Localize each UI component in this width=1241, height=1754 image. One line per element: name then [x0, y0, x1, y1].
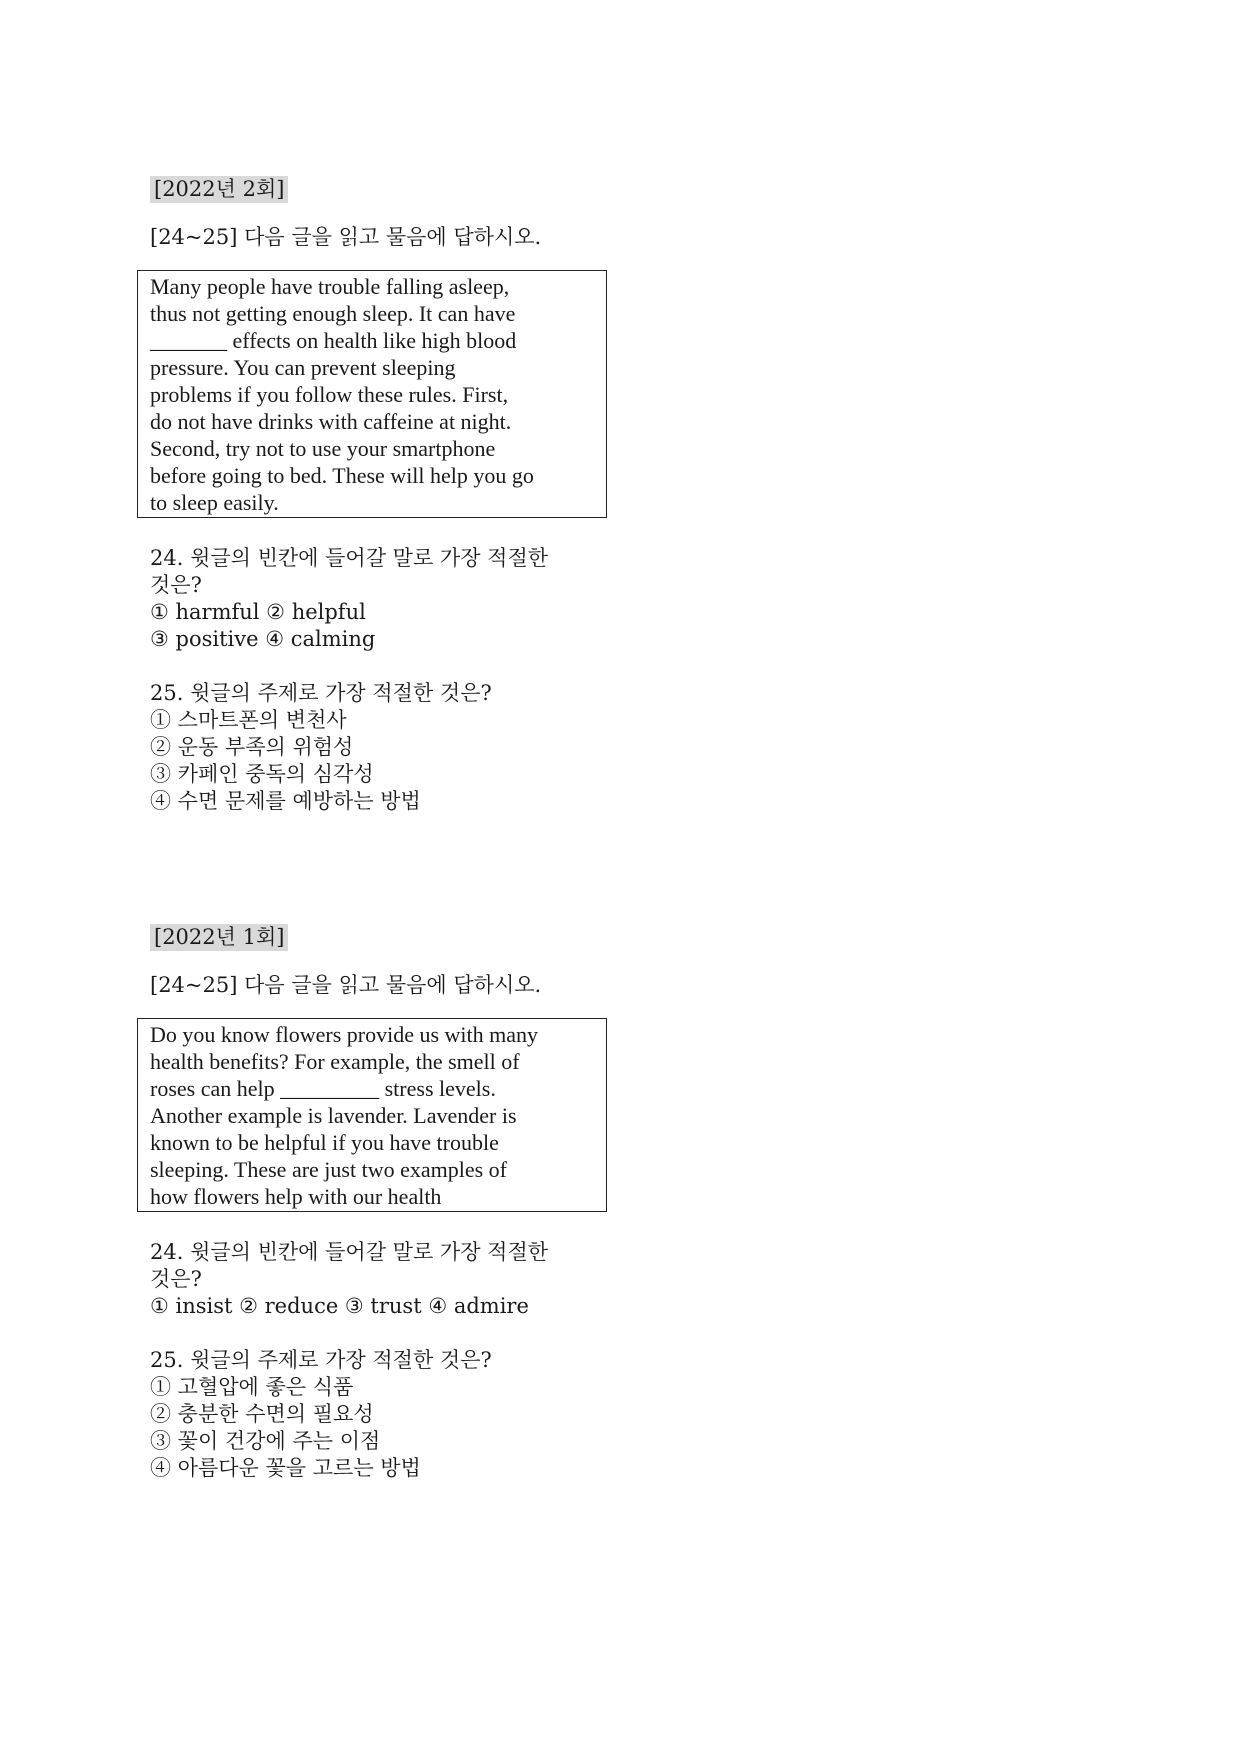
exam-section-2022-2: [150, 176, 620, 815]
exam-round-tag: [2022년 1회]: [150, 924, 288, 951]
passage-line: Second, try not to use your smartphone: [150, 436, 496, 461]
answer-option-3: ③ 카페인 중독의 심각성: [150, 762, 374, 786]
passage-line: problems if you follow these rules. First,: [150, 382, 509, 407]
instruction-text: [24~25] 다음 글을 읽고 물음에 답하시오.: [150, 225, 542, 249]
passage-line: health benefits? For example, the smell of: [150, 1049, 520, 1074]
answer-option-1: ① 고혈압에 좋은 식품: [150, 1375, 354, 1399]
passage-line: thus not getting enough sleep. It can have: [150, 301, 516, 326]
passage-line: sleeping. These are just two examples of: [150, 1157, 507, 1182]
passage-line: do not have drinks with caffeine at night.: [150, 409, 512, 434]
answer-option-4: ④ 아름다운 꽃을 고르는 방법: [150, 1456, 421, 1480]
question-25: [150, 680, 620, 815]
passage-line: Many people have trouble falling asleep,: [150, 274, 510, 299]
question-stem: 것은?: [150, 573, 202, 597]
question-24: [150, 545, 620, 653]
instruction-text: [24~25] 다음 글을 읽고 물음에 답하시오.: [150, 973, 542, 997]
question-stem: 것은?: [150, 1267, 202, 1291]
answer-option-4: ④ 수면 문제를 예방하는 방법: [150, 789, 421, 813]
passage-line: Do you know flowers provide us with many: [150, 1022, 539, 1047]
passage-line: pressure. You can prevent sleeping: [150, 355, 456, 380]
question-stem: 24. 윗글의 빈칸에 들어갈 말로 가장 적절한: [150, 1240, 549, 1264]
passage-line: before going to bed. These will help you go: [150, 463, 534, 488]
answer-option-3: ③ 꽃이 건강에 주는 이점: [150, 1429, 381, 1453]
answer-option-2: ② 운동 부족의 위험성: [150, 735, 354, 759]
question-stem: 25. 윗글의 주제로 가장 적절한 것은?: [150, 681, 492, 705]
passage-line: Another example is lavender. Lavender is: [150, 1103, 517, 1128]
question-25: [150, 1347, 620, 1482]
exam-round-tag: [2022년 2회]: [150, 176, 288, 203]
answer-options: ① insist ② reduce ③ trust ④ admire: [150, 1294, 529, 1318]
exam-section-2022-1: [150, 924, 620, 1482]
answer-options: ① harmful ② helpful: [150, 600, 366, 624]
answer-option-2: ② 충분한 수면의 필요성: [150, 1402, 374, 1426]
passage-line: how flowers help with our health: [150, 1184, 442, 1209]
passage-line: to sleep easily.: [150, 490, 279, 515]
question-stem: 24. 윗글의 빈칸에 들어갈 말로 가장 적절한: [150, 546, 549, 570]
question-stem: 25. 윗글의 주제로 가장 적절한 것은?: [150, 1348, 492, 1372]
reading-passage-box: [137, 1018, 607, 1212]
question-24: [150, 1239, 620, 1320]
reading-passage-box: [137, 270, 607, 518]
passage-line: _______ effects on health like high blood: [150, 328, 517, 353]
passage-line: known to be helpful if you have trouble: [150, 1130, 499, 1155]
passage-line: roses can help _________ stress levels.: [150, 1076, 496, 1101]
answer-options: ③ positive ④ calming: [150, 627, 376, 651]
answer-option-1: ① 스마트폰의 변천사: [150, 708, 347, 732]
